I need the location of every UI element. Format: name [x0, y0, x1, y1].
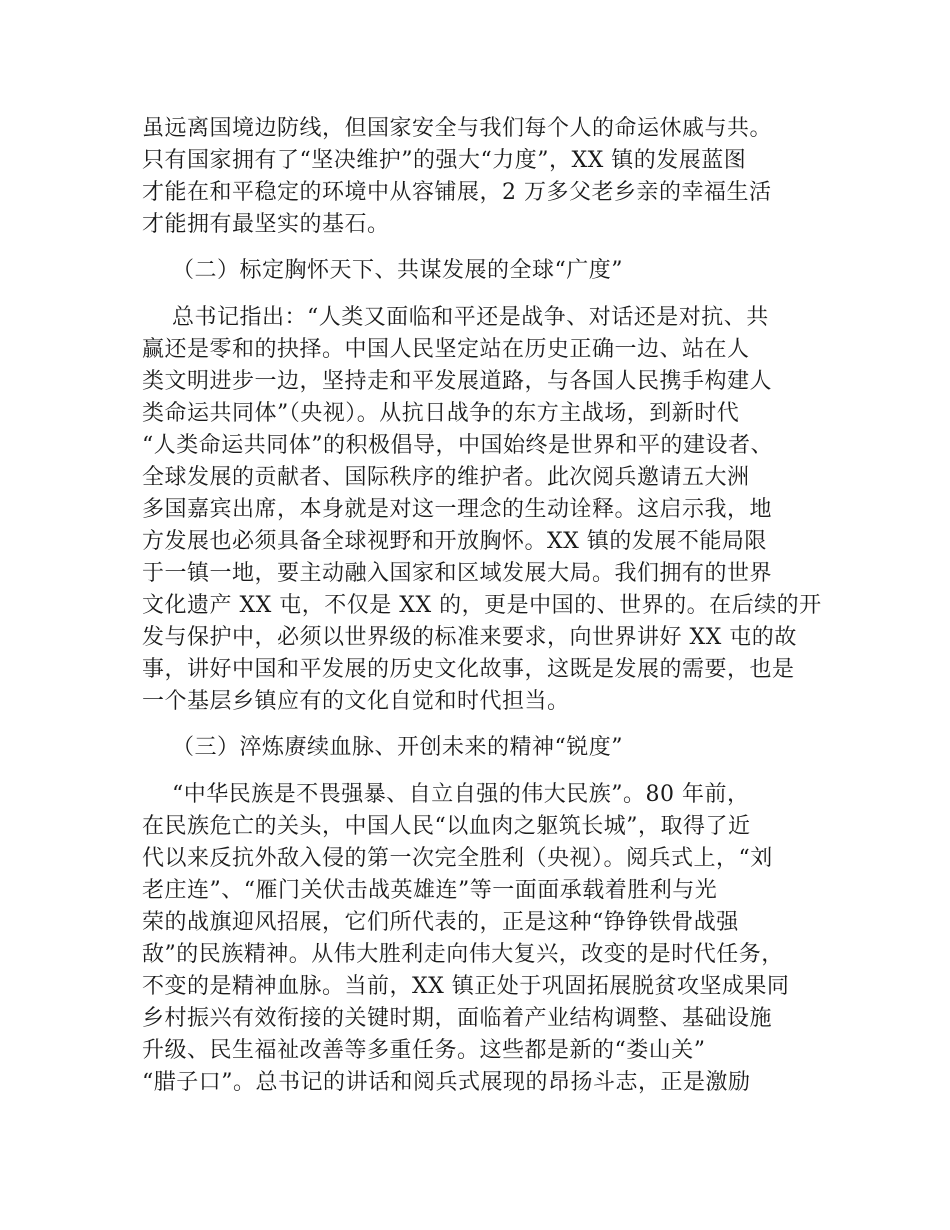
paragraph-3-line-8: 乡村振兴有效衔接的关键时期，面临着产业结构调整、基础设施 [142, 1006, 773, 1031]
paragraph-2-line-10: 文化遗产 XX 屯，不仅是 XX 的，更是中国的、世界的。在后续的开 [142, 593, 822, 618]
paragraph-2-line-9: 于一镇一地，要主动融入国家和区域发展大局。我们拥有的世界 [142, 561, 773, 586]
paragraph-2-line-3: 类文明进步一边，坚持走和平发展道路，与各国人民携手构建人 [142, 369, 773, 394]
paragraph-2-line-4: 类命运共同体”（央视）。从抗日战争的东方主战场，到新时代 [142, 401, 740, 426]
section-heading-2: （二）标定胸怀天下、共谋发展的全球“广度” [172, 258, 623, 283]
paragraph-2-line-1: 总书记指出：“人类又面临和平还是战争、对话还是对抗、共 [172, 305, 769, 330]
paragraph-3-line-2: 在民族危亡的关头，中国人民“以血肉之躯筑长城”，取得了近 [142, 814, 751, 839]
paragraph-2-line-7: 多国嘉宾出席，本身就是对这一理念的生动诠释。这启示我，地 [142, 497, 773, 522]
paragraph-2-line-5: “人类命运共同体”的积极倡导，中国始终是世界和平的建设者、 [142, 433, 773, 458]
section-heading-3: （三）淬炼赓续血脉、开创未来的精神“锐度” [172, 735, 623, 760]
paragraph-3-line-5: 荣的战旗迎风招展，它们所代表的，正是这种“铮铮铁骨战强 [142, 910, 739, 935]
paragraph-3-line-3: 代以来反抗外敌入侵的第一次完全胜利（央视）。阅兵式上，“刘 [142, 846, 773, 871]
paragraph-2-line-12: 事，讲好中国和平发展的历史文化故事，这既是发展的需要，也是 [142, 657, 795, 682]
paragraph-3-line-4: 老庄连”、“雁门关伏击战英雄连”等一面面承载着胜利与光 [142, 878, 718, 903]
paragraph-1-line-2: 只有国家拥有了“坚决维护”的强大“力度”，XX 镇的发展蓝图 [142, 148, 747, 173]
paragraph-1-line-4: 才能拥有最坚实的基石。 [142, 212, 390, 237]
paragraph-2-line-2: 赢还是零和的抉择。中国人民坚定站在历史正确一边、站在人 [142, 337, 750, 362]
paragraph-2-line-13: 一个基层乡镇应有的文化自觉和时代担当。 [142, 689, 570, 714]
paragraph-3-line-9: 升级、民生福祉改善等多重任务。这些都是新的“娄山关” [142, 1038, 706, 1063]
paragraph-3-line-7: 不变的是精神血脉。当前，XX 镇正处于巩固拓展脱贫攻坚成果同 [142, 974, 790, 999]
paragraph-3-line-6: 敌”的民族精神。从伟大胜利走向伟大复兴，改变的是时代任务， [142, 942, 784, 967]
paragraph-3-line-1: “中华民族是不畏强暴、自立自强的伟大民族”。80 年前， [172, 782, 750, 807]
paragraph-2-line-11: 发与保护中，必须以世界级的标准来要求，向世界讲好 XX 屯的故 [142, 625, 797, 650]
paragraph-2-line-8: 方发展也必须具备全球视野和开放胸怀。XX 镇的发展不能局限 [142, 529, 767, 554]
paragraph-1-line-3: 才能在和平稳定的环境中从容铺展，2 万多父老乡亲的幸福生活 [142, 180, 772, 205]
paragraph-2-line-6: 全球发展的贡献者、国际秩序的维护者。此次阅兵邀请五大洲 [142, 465, 750, 490]
paragraph-1-line-1: 虽远离国境边防线，但国家安全与我们每个人的命运休戚与共。 [142, 116, 773, 141]
paragraph-3-line-10: “腊子口”。总书记的讲话和阅兵式展现的昂扬斗志，正是激励 [142, 1070, 751, 1095]
